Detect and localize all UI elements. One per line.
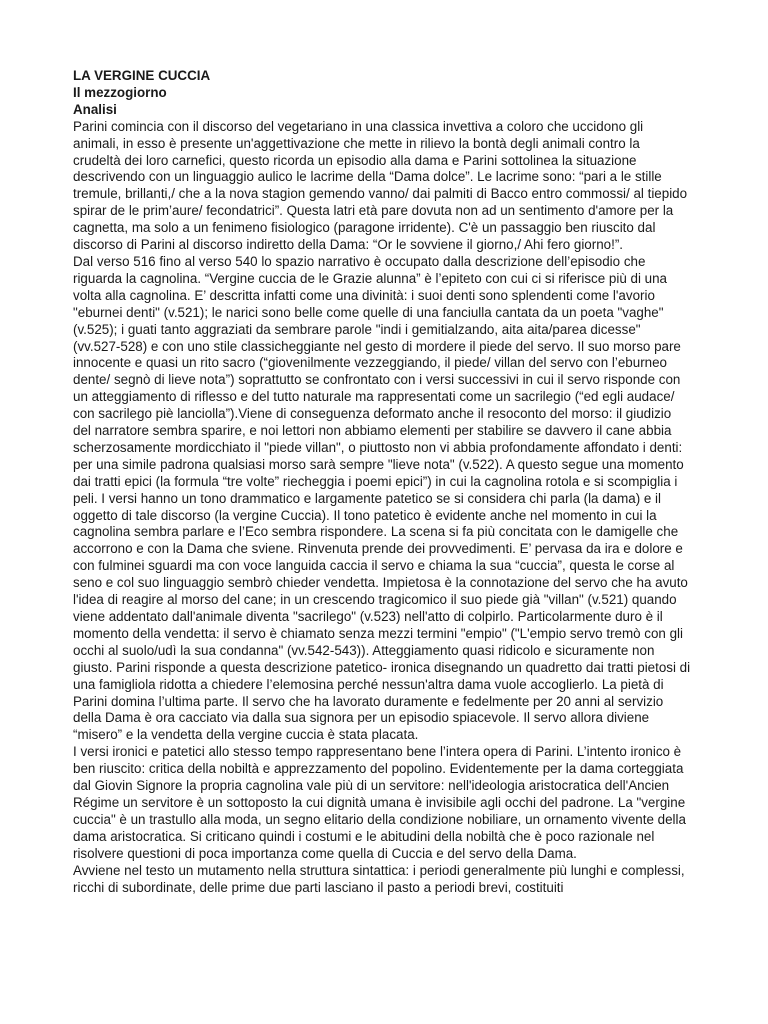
paragraph-episode: Dal verso 516 fino al verso 540 lo spazio narrativo è occupato dalla descrizione dell’episodio che riguarda la cagnolina. “Vergine cuccia de le Grazie alunna” è l’epiteto con cui ci si riferisce più di una volta alla cagnolina. E’ descritta infatti come una divinità: i suoi denti sono splendenti come l'avorio "eburnei denti" (v.521); le narici sono belle come quelle di una fanciulla cantata da un poeta "vaghe" (v.525); i guati tanto aggraziati da sembrare parole "indi i gemitialzando, aita aita/parea dicesse" (vv.527-528) e con uno stile classicheggiante nel gesto di mordere il piede del servo. Il suo morso pare innocente e quasi un rito sacro (“giovenilmente vezzeggiando, il piede/ villan del servo con l’eburneo dente/ segnò di lieve nota”) soprattutto se confrontato con i versi successivi in cui il servo risponde con un atteggiamento di riflesso e del tutto naturale ma rappresentati come un sacrilegio (“ed egli audace/ con sacrilego piè lanciolla”).Viene di conseguenza deformato anche il resoconto del morso: il giudizio del narratore sembra sparire, e noi lettori non abbiamo elementi per stabilire se davvero il cane abbia scherzosamente mordicchiato il "piede villan", o piuttosto non vi abbia profondamente affondato i denti: per una simile padrona qualsiasi morso sarà sempre "lieve nota" (v.522). A questo segue una momento dai tratti epici (la formula “tre volte” riecheggia i poemi epici”) in cui la cagnolina rotola e si scompiglia i peli. I versi hanno un tono drammatico e largamente patetico se si considera chi parla (la dama) e il oggetto di tale discorso (la vergine Cuccia). Il tono patetico è evidente anche nel momento in cui la cagnolina sembra parlare e l’Eco sembra rispondere. La scena si fa più concitata con le damigelle che accorrono e con la Dama che sviene. Rinvenuta prende dei provvedimenti. E’ pervasa da ira e dolore e con fulminei sguardi ma con voce languida caccia il servo e chiama la sua “cuccia”, questa le corse al seno e col suo linguaggio sembrò chieder vendetta. Impietosa è la connotazione del servo che ha avuto l'idea di reagire al morso del cane; in un crescendo tragicomico il suo piede già "villan" (v.521) quando viene addentato dall'animale diventa "sacrilego" (v.523) nell'atto di colpirlo. Particolarmente duro è il momento della vendetta: il servo è chiamato senza mezzi termini "empio" ("L'empio servo tremò con gli occhi al suolo/udì la sua condanna" (vv.542-543)). Atteggiamento quasi ridicolo e sicuramente non giusto. Parini risponde a questa descrizione patetico- ironica disegnando un quadretto dai tratti pietosi di una famigliola ridotta a chiedere l’elemosina perché nessun'altra dama vuole accoglierlo. La pietà di Parini domina l’ultima parte. Il servo che ha lavorato duramente e fedelmente per 20 anni al servizio della Dama è ora cacciato via dalla sua signora per un episodio spiacevole. Il servo allora diviene “misero” e la vendetta della vergine cuccia è stata placata. bbox=[73, 253, 691, 743]
paragraph-irony: I versi ironici e patetici allo stesso tempo rappresentano bene l’intera opera di Parini. L’intento ironico è ben riuscito: critica della nobiltà e apprezzamento del popolino. Evidentemente per la dama corteggiata dal Giovin Signore la propria cagnolina vale più di un servitore: nell'ideologia aristocratica dell'Ancien Régime un servitore è un sottoposto la cui dignità umana è invisibile agli occhi del padrone. La "vergine cuccia" è un trastullo alla moda, un segno elitario della condizione nobiliare, un ornamento vivente della dama aristocratica. Si criticano quindi i costumi e le abitudini della nobiltà che è poco razionale nel risolvere questioni di poca importanza come quella di Cuccia e del servo della Dama. bbox=[73, 744, 686, 861]
paragraph-intro: Parini comincia con il discorso del vegetariano in una classica invettiva a coloro che uccidono gli animali, in esso è presente un'aggettivazione che mette in rilievo la bontà degli animali contro la crudeltà dei loro carnefici, questo ricorda un episodio alla dama e Parini sottolinea la situazione descrivendo con un linguaggio aulico le lacrime della “Dama dolce”. Le lacrime sono: “pari a le stille tremule, brillanti,/ che a la nova stagion gemendo vanno/ dai palmiti di Bacco entro commossi/ al tiepido spirar de le prim’aure/ fecondatrici”. Questa latri età pare dovuta non ad un sentimento d'amore per la cagnetta, ma solo a un fenimeno fisiologico (paragone irridente). C'è un passaggio ben riuscito dal discorso di Parini al discorso indiretto della Dama: “Or le sovviene il giorno,/ Ahi fero giorno!”. bbox=[73, 118, 688, 253]
document-page bbox=[73, 68, 691, 896]
document-title: LA VERGINE CUCCIA bbox=[73, 68, 211, 83]
document-subtitle: Il mezzogiorno bbox=[73, 84, 167, 100]
section-heading: Analisi bbox=[73, 101, 117, 117]
paragraph-syntax: Avviene nel testo un mutamento nella struttura sintattica: i periodi generalmente più lunghi e complessi, ricchi di subordinate, delle prime due parti lasciano il pasto a periodi brevi, costituiti bbox=[73, 862, 685, 895]
